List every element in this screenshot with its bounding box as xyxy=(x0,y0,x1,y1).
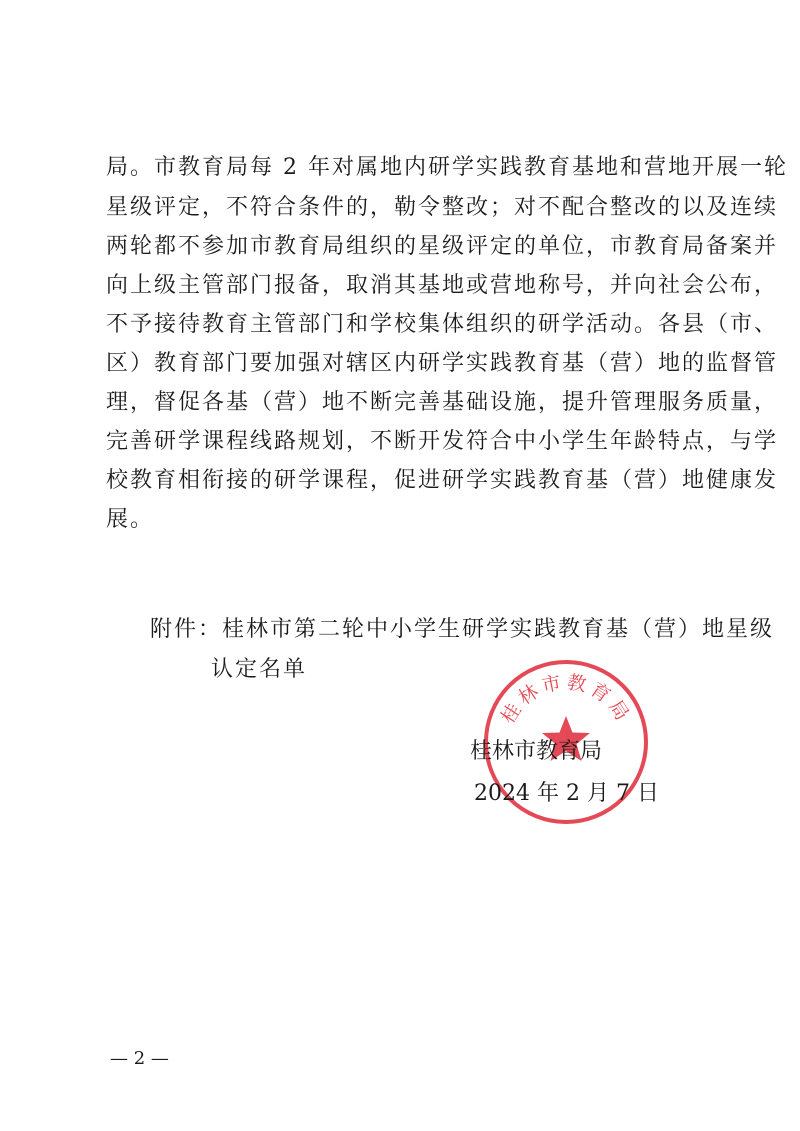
body-line-10: 展。 xyxy=(106,507,155,532)
body-line-1: 局。市教育局每 2 年对属地内研学实践教育基地和营地开展一轮 xyxy=(106,155,788,180)
body-line-9: 校教育相衔接的研学课程，促进研学实践教育基（营）地健康发 xyxy=(106,468,779,493)
attachment-line-2: 认定名单 xyxy=(211,657,308,682)
body-line-6: 区）教育部门要加强对辖区内研学实践教育基（营）地的监督管 xyxy=(106,351,779,376)
seal-text: 桂林市教育局 xyxy=(496,671,636,728)
body-line-4: 向上级主管部门报备，取消其基地或营地称号，并向社会公布， xyxy=(106,273,779,298)
body-line-7: 理，督促各基（营）地不断完善基础设施，提升管理服务质量， xyxy=(106,390,779,415)
signature-date: 2024 年 2 月 7 日 xyxy=(474,781,659,806)
page-number: — 2 — xyxy=(110,1048,169,1069)
body-line-3: 两轮都不参加市教育局组织的星级评定的单位，市教育局备案并 xyxy=(106,234,779,259)
attachment-line-1: 附件：桂林市第二轮中小学生研学实践教育基（营）地星级 xyxy=(150,617,775,642)
body-line-8: 完善研学课程线路规划，不断开发符合中小学生年龄特点，与学 xyxy=(106,429,779,454)
body-line-2: 星级评定，不符合条件的，勒令整改；对不配合整改的以及连续 xyxy=(106,195,779,220)
signature-organization: 桂林市教育局 xyxy=(470,739,603,764)
body-line-5: 不予接待教育主管部门和学校集体组织的研学活动。各县（市、 xyxy=(106,312,779,337)
